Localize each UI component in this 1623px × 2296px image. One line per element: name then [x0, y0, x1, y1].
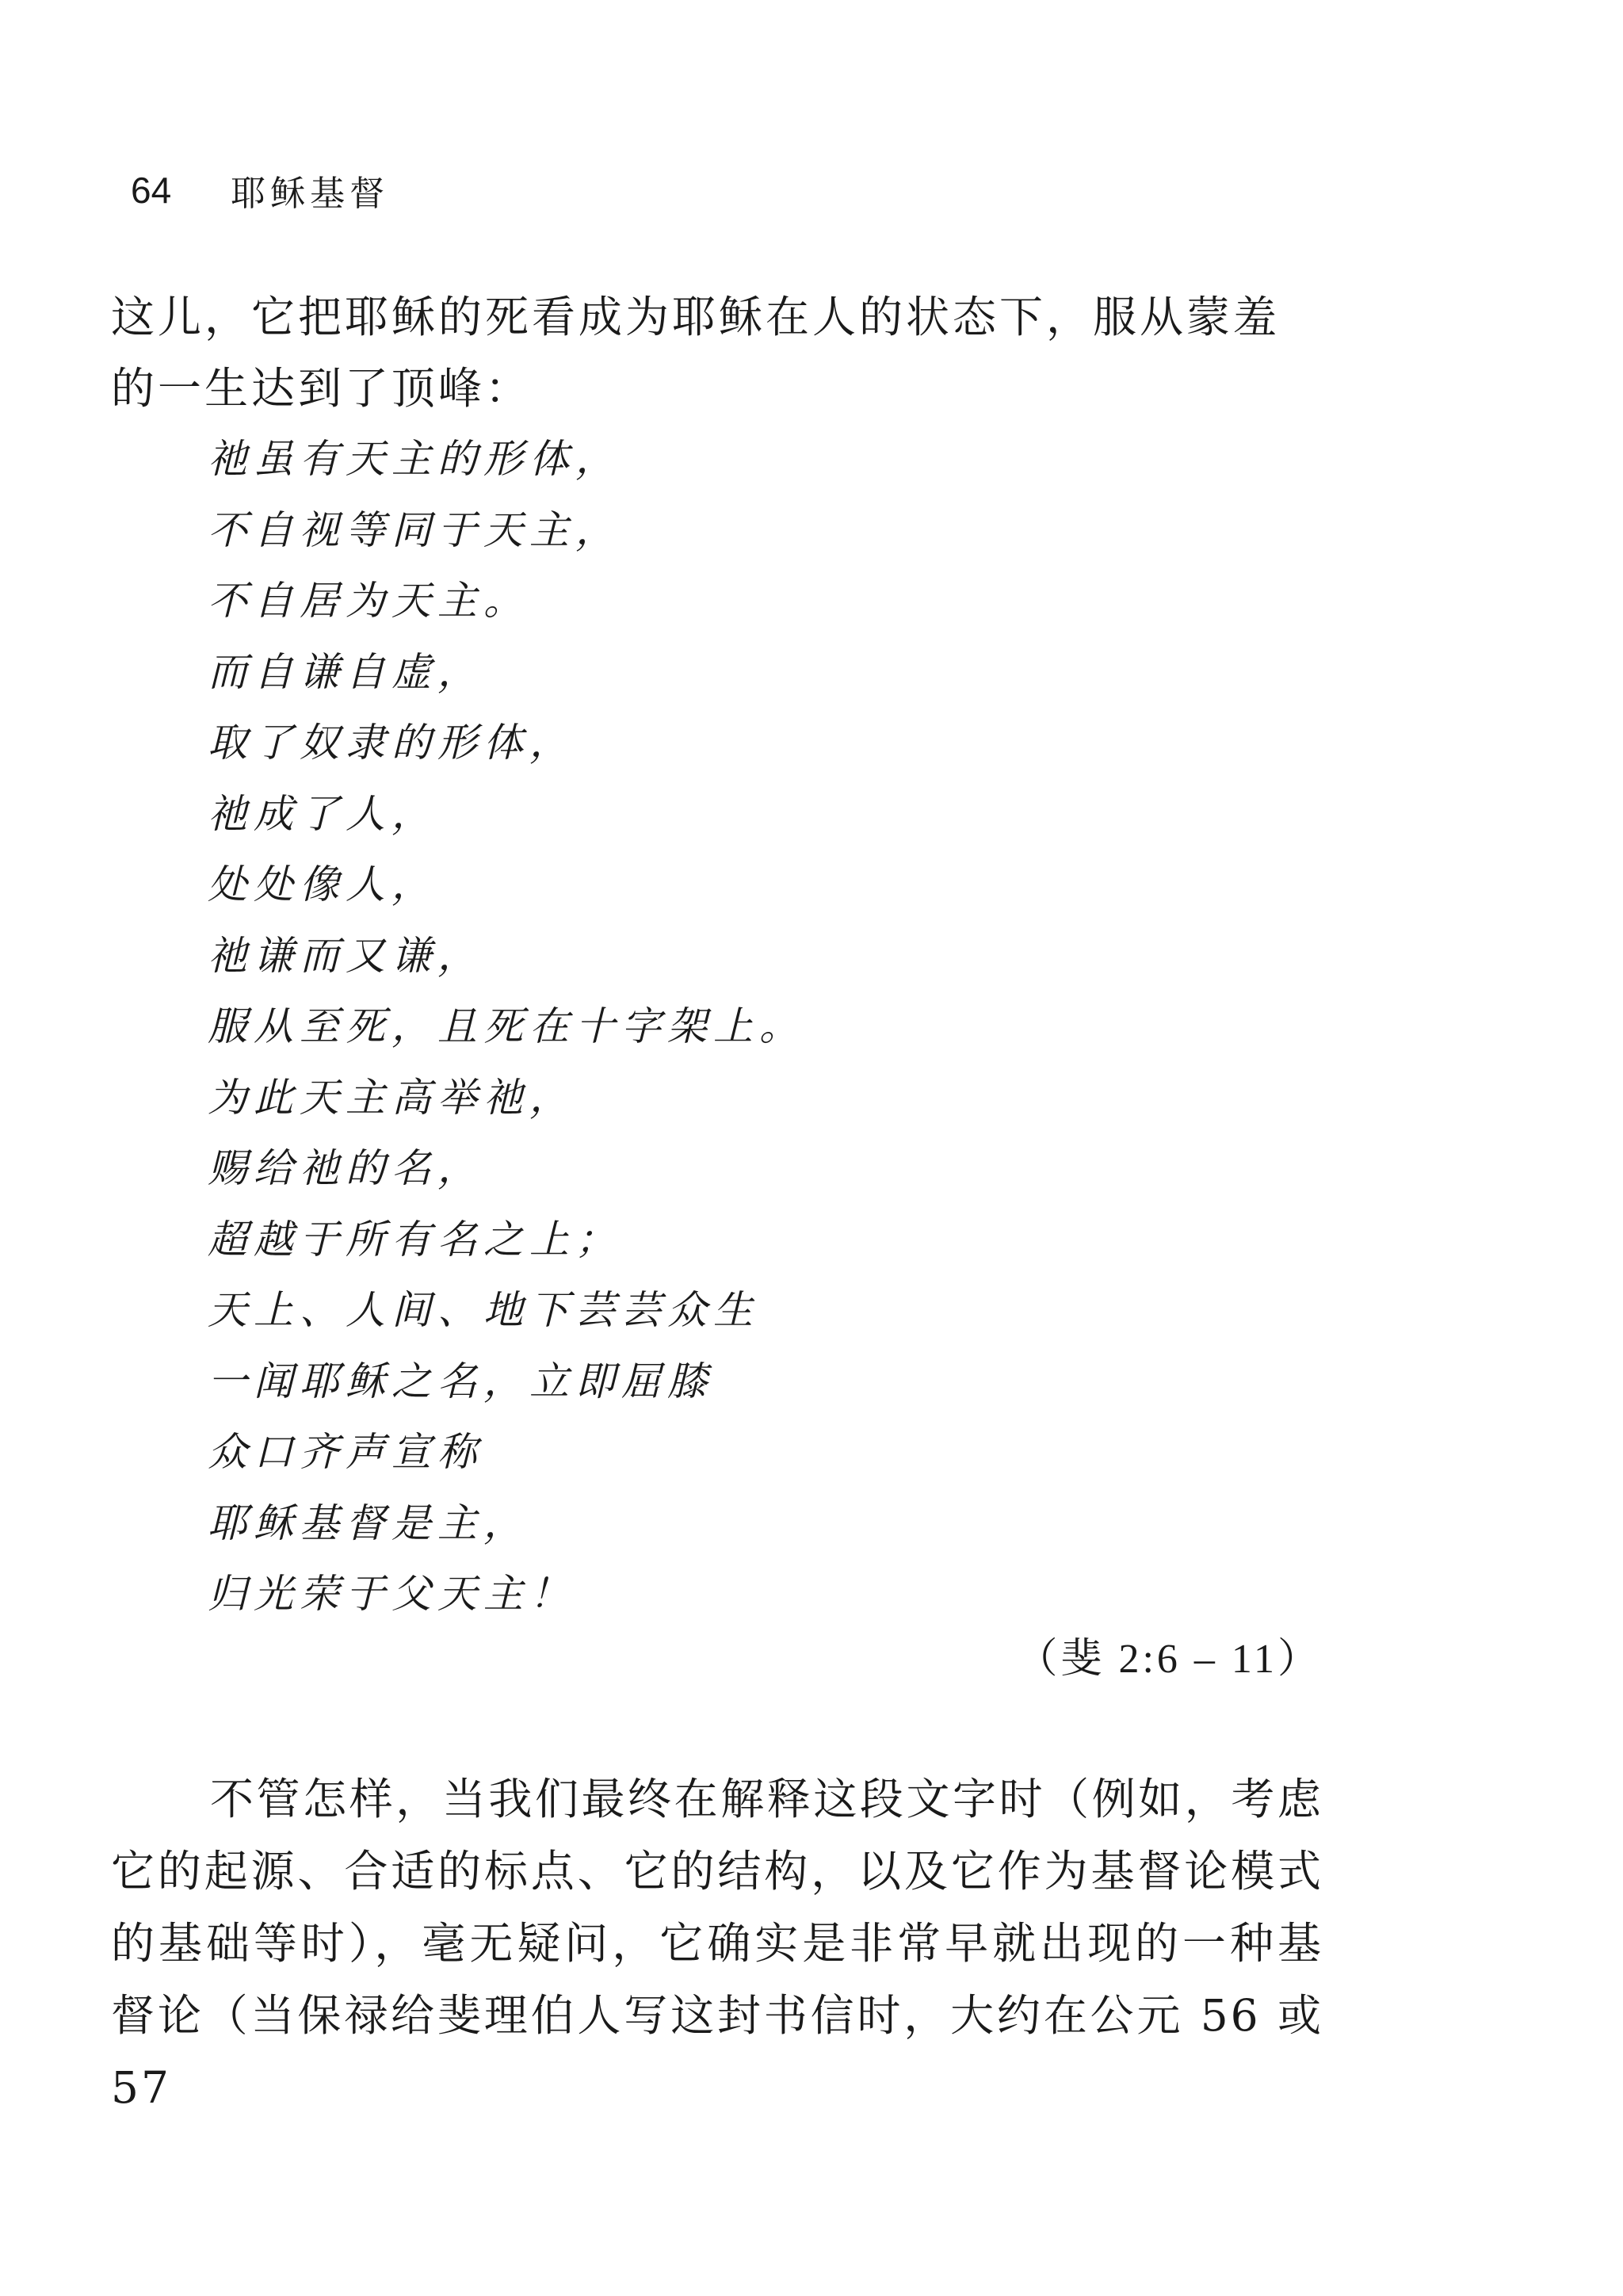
page-number: 64 [131, 170, 172, 211]
poem-line: 众口齐声宣称 [208, 1429, 483, 1475]
intro-paragraph [111, 281, 1323, 424]
page-header [131, 162, 389, 218]
poem-line: 天上、人间、地下芸芸众生 [208, 1287, 759, 1333]
poem-line: 耶稣基督是主， [208, 1499, 529, 1546]
poem-line: 为此天主高举祂， [208, 1074, 575, 1121]
poem-line: 归光荣于父天主！ [208, 1571, 575, 1617]
body-paragraph-block [111, 1763, 1323, 2124]
poem-line: 超越于所有名之上； [208, 1216, 621, 1263]
poem-line: 而自谦自虚， [208, 648, 483, 695]
body-paragraph: 不管怎样，当我们最终在解释这段文字时（例如，考虑它的起源、合适的标点、它的结构，以及它作为基督论模式的基础等时），毫无疑问，它确实是非常早就出现的一种基督论（当保禄给斐理伯人写这封书信时，大约在公元 56 或 57 [111, 1774, 1323, 2113]
poem-line: 处处像人， [208, 861, 437, 907]
poem-line: 不自居为天主。 [208, 578, 529, 624]
running-title: 耶稣基督 [231, 174, 390, 214]
poem-line: 服从至死，且死在十字架上。 [208, 1003, 805, 1049]
poem-line: 不自视等同于天主， [208, 506, 621, 553]
intro-text: 这儿，它把耶稣的死看成为耶稣在人的状态下，服从蒙羞的一生达到了顶峰： [111, 292, 1281, 414]
poem-line: 一闻耶稣之名，立即屈膝 [208, 1358, 713, 1404]
poem-line: 取了奴隶的形体， [208, 720, 575, 766]
poem-block [208, 424, 805, 1630]
scripture-citation: （斐 2:6 – 11） [1016, 1637, 1322, 1682]
poem-line: 祂成了人， [208, 790, 437, 837]
poem-line: 祂虽有天主的形体， [208, 436, 621, 482]
poem-line: 祂谦而又谦， [208, 932, 483, 979]
poem-line: 赐给祂的名， [208, 1145, 483, 1191]
